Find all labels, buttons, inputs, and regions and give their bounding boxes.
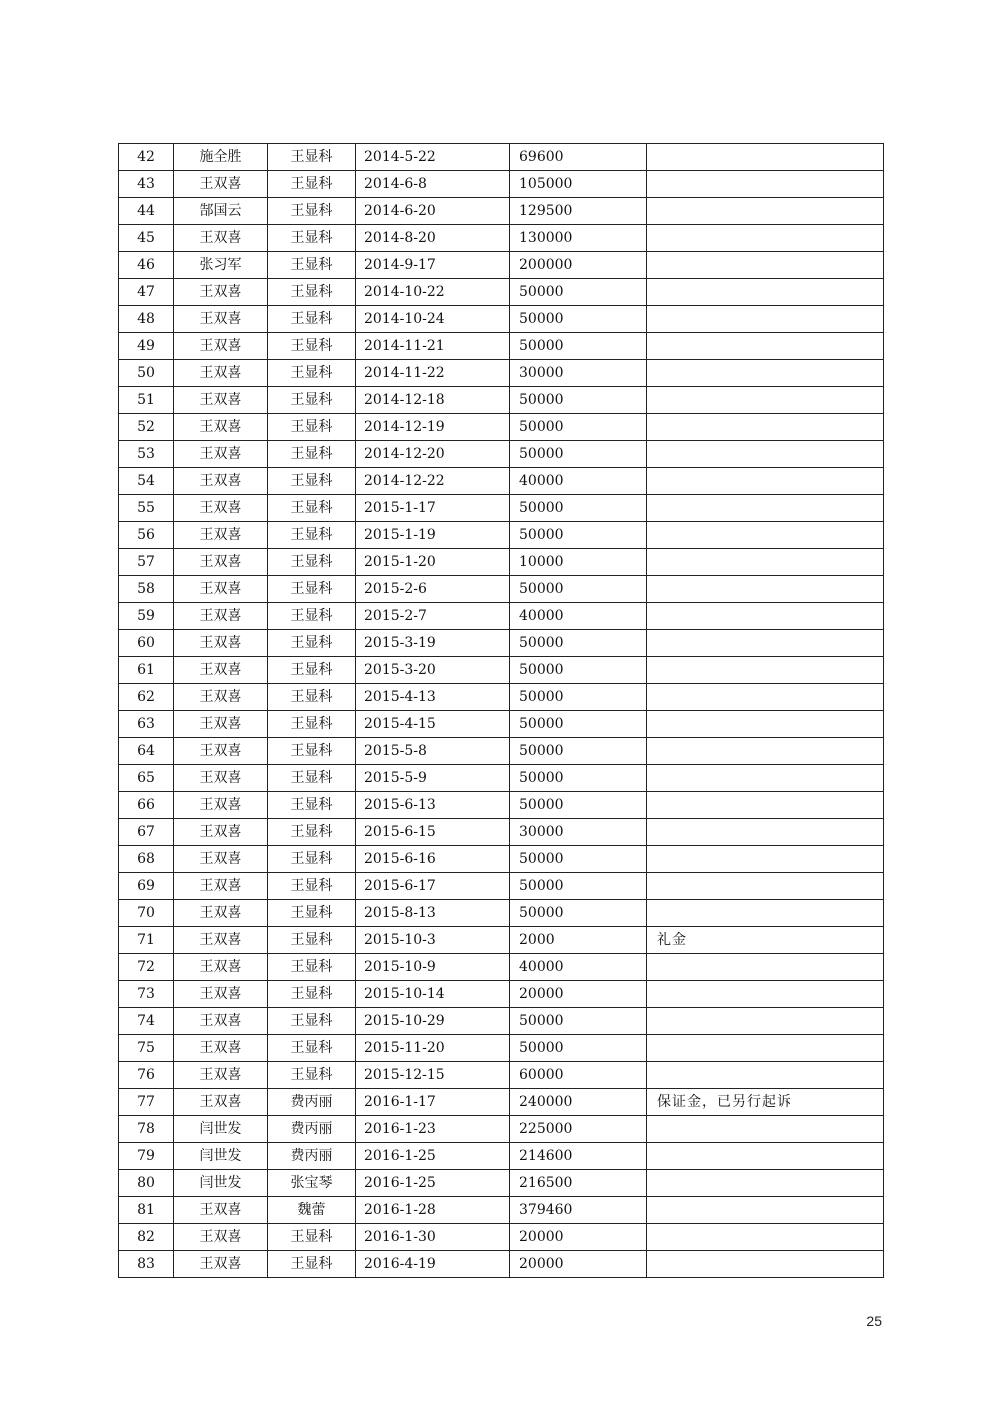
table-row [119, 981, 884, 1008]
note-cell: 保证金，已另行起诉 [647, 1089, 884, 1116]
table-row [119, 576, 884, 603]
payee-cell: 王显科 [268, 198, 356, 225]
payer-cell: 王双喜 [174, 1035, 268, 1062]
note-cell [647, 711, 884, 738]
row-number-cell: 42 [119, 144, 174, 171]
note-cell [647, 171, 884, 198]
date-cell: 2015-1-17 [356, 495, 510, 522]
row-number-cell: 51 [119, 387, 174, 414]
note-cell [647, 468, 884, 495]
payee-cell: 王显科 [268, 1035, 356, 1062]
table-row [119, 819, 884, 846]
table-row [119, 1035, 884, 1062]
payer-cell: 张习军 [174, 252, 268, 279]
note-cell [647, 198, 884, 225]
row-number-cell: 46 [119, 252, 174, 279]
payee-cell: 王显科 [268, 360, 356, 387]
table-row [119, 900, 884, 927]
amount-cell: 225000 [510, 1116, 647, 1143]
payer-cell: 王双喜 [174, 792, 268, 819]
row-number-cell: 64 [119, 738, 174, 765]
payee-cell: 费丙丽 [268, 1116, 356, 1143]
date-cell: 2015-2-6 [356, 576, 510, 603]
payer-cell: 郜国云 [174, 198, 268, 225]
payee-cell: 王显科 [268, 846, 356, 873]
row-number-cell: 77 [119, 1089, 174, 1116]
amount-cell: 50000 [510, 765, 647, 792]
amount-cell: 129500 [510, 198, 647, 225]
payer-cell: 王双喜 [174, 1224, 268, 1251]
note-cell [647, 981, 884, 1008]
payer-cell: 王双喜 [174, 900, 268, 927]
payer-cell: 王双喜 [174, 522, 268, 549]
date-cell: 2015-5-9 [356, 765, 510, 792]
amount-cell: 40000 [510, 603, 647, 630]
note-cell [647, 765, 884, 792]
payee-cell: 王显科 [268, 333, 356, 360]
payee-cell: 王显科 [268, 738, 356, 765]
payee-cell: 王显科 [268, 495, 356, 522]
payee-cell: 王显科 [268, 1062, 356, 1089]
payer-cell: 闫世发 [174, 1170, 268, 1197]
note-cell [647, 333, 884, 360]
payee-cell: 王显科 [268, 1224, 356, 1251]
date-cell: 2014-10-24 [356, 306, 510, 333]
date-cell: 2015-5-8 [356, 738, 510, 765]
payer-cell: 王双喜 [174, 468, 268, 495]
payee-cell: 王显科 [268, 468, 356, 495]
payer-cell: 王双喜 [174, 279, 268, 306]
payer-cell: 王双喜 [174, 684, 268, 711]
table-row [119, 1062, 884, 1089]
amount-cell: 20000 [510, 981, 647, 1008]
payer-cell: 王双喜 [174, 819, 268, 846]
note-cell [647, 1224, 884, 1251]
row-number-cell: 49 [119, 333, 174, 360]
date-cell: 2015-10-14 [356, 981, 510, 1008]
payee-cell: 王显科 [268, 927, 356, 954]
date-cell: 2014-12-20 [356, 441, 510, 468]
row-number-cell: 53 [119, 441, 174, 468]
row-number-cell: 74 [119, 1008, 174, 1035]
amount-cell: 20000 [510, 1224, 647, 1251]
payer-cell: 王双喜 [174, 1008, 268, 1035]
payer-cell: 王双喜 [174, 603, 268, 630]
note-cell [647, 657, 884, 684]
date-cell: 2015-1-19 [356, 522, 510, 549]
date-cell: 2015-2-7 [356, 603, 510, 630]
date-cell: 2016-1-28 [356, 1197, 510, 1224]
date-cell: 2015-3-19 [356, 630, 510, 657]
row-number-cell: 43 [119, 171, 174, 198]
amount-cell: 20000 [510, 1251, 647, 1278]
row-number-cell: 62 [119, 684, 174, 711]
payee-cell: 张宝琴 [268, 1170, 356, 1197]
note-cell: 礼金 [647, 927, 884, 954]
row-number-cell: 66 [119, 792, 174, 819]
note-cell [647, 387, 884, 414]
note-cell [647, 1197, 884, 1224]
table-row [119, 792, 884, 819]
row-number-cell: 75 [119, 1035, 174, 1062]
payer-cell: 王双喜 [174, 846, 268, 873]
table-row [119, 1008, 884, 1035]
payee-cell: 王显科 [268, 522, 356, 549]
note-cell [647, 1170, 884, 1197]
note-cell [647, 225, 884, 252]
payer-cell: 王双喜 [174, 333, 268, 360]
table-row [119, 441, 884, 468]
row-number-cell: 78 [119, 1116, 174, 1143]
date-cell: 2015-6-15 [356, 819, 510, 846]
payee-cell: 王显科 [268, 792, 356, 819]
table-row [119, 1197, 884, 1224]
row-number-cell: 65 [119, 765, 174, 792]
payee-cell: 王显科 [268, 414, 356, 441]
payer-cell: 王双喜 [174, 549, 268, 576]
payee-cell: 王显科 [268, 711, 356, 738]
note-cell [647, 1062, 884, 1089]
date-cell: 2015-10-3 [356, 927, 510, 954]
amount-cell: 50000 [510, 900, 647, 927]
amount-cell: 40000 [510, 954, 647, 981]
payer-cell: 王双喜 [174, 306, 268, 333]
row-number-cell: 44 [119, 198, 174, 225]
payee-cell: 王显科 [268, 981, 356, 1008]
note-cell [647, 873, 884, 900]
payer-cell: 王双喜 [174, 225, 268, 252]
note-cell [647, 954, 884, 981]
amount-cell: 50000 [510, 738, 647, 765]
amount-cell: 50000 [510, 441, 647, 468]
date-cell: 2015-4-13 [356, 684, 510, 711]
note-cell [647, 495, 884, 522]
row-number-cell: 69 [119, 873, 174, 900]
table-row [119, 522, 884, 549]
amount-cell: 105000 [510, 171, 647, 198]
table-row [119, 198, 884, 225]
table-row [119, 333, 884, 360]
payment-table-body [119, 144, 884, 1278]
amount-cell: 50000 [510, 414, 647, 441]
note-cell [647, 1251, 884, 1278]
payer-cell: 王双喜 [174, 171, 268, 198]
table-row [119, 387, 884, 414]
payee-cell: 王显科 [268, 549, 356, 576]
table-row [119, 1224, 884, 1251]
row-number-cell: 56 [119, 522, 174, 549]
amount-cell: 60000 [510, 1062, 647, 1089]
date-cell: 2016-1-23 [356, 1116, 510, 1143]
note-cell [647, 846, 884, 873]
row-number-cell: 57 [119, 549, 174, 576]
amount-cell: 50000 [510, 846, 647, 873]
row-number-cell: 72 [119, 954, 174, 981]
date-cell: 2014-10-22 [356, 279, 510, 306]
date-cell: 2016-1-25 [356, 1143, 510, 1170]
date-cell: 2014-12-18 [356, 387, 510, 414]
payer-cell: 王双喜 [174, 387, 268, 414]
note-cell [647, 306, 884, 333]
payer-cell: 王双喜 [174, 1062, 268, 1089]
payee-cell: 王显科 [268, 765, 356, 792]
row-number-cell: 67 [119, 819, 174, 846]
table-row [119, 603, 884, 630]
date-cell: 2014-9-17 [356, 252, 510, 279]
amount-cell: 50000 [510, 279, 647, 306]
row-number-cell: 48 [119, 306, 174, 333]
row-number-cell: 58 [119, 576, 174, 603]
date-cell: 2015-8-13 [356, 900, 510, 927]
payer-cell: 王双喜 [174, 954, 268, 981]
amount-cell: 50000 [510, 873, 647, 900]
amount-cell: 50000 [510, 306, 647, 333]
date-cell: 2015-4-15 [356, 711, 510, 738]
date-cell: 2015-12-15 [356, 1062, 510, 1089]
payee-cell: 王显科 [268, 225, 356, 252]
note-cell [647, 819, 884, 846]
note-cell [647, 630, 884, 657]
row-number-cell: 68 [119, 846, 174, 873]
note-cell [647, 1116, 884, 1143]
note-cell [647, 1008, 884, 1035]
payer-cell: 王双喜 [174, 360, 268, 387]
table-row [119, 144, 884, 171]
payer-cell: 王双喜 [174, 1251, 268, 1278]
amount-cell: 50000 [510, 657, 647, 684]
row-number-cell: 71 [119, 927, 174, 954]
amount-cell: 30000 [510, 819, 647, 846]
payee-cell: 王显科 [268, 1008, 356, 1035]
payee-cell: 王显科 [268, 252, 356, 279]
amount-cell: 69600 [510, 144, 647, 171]
date-cell: 2015-11-20 [356, 1035, 510, 1062]
payer-cell: 王双喜 [174, 873, 268, 900]
payee-cell: 王显科 [268, 279, 356, 306]
table-row [119, 765, 884, 792]
payer-cell: 王双喜 [174, 927, 268, 954]
amount-cell: 10000 [510, 549, 647, 576]
amount-cell: 50000 [510, 522, 647, 549]
table-row [119, 1143, 884, 1170]
payer-cell: 王双喜 [174, 1197, 268, 1224]
date-cell: 2015-6-17 [356, 873, 510, 900]
amount-cell: 50000 [510, 387, 647, 414]
table-row [119, 306, 884, 333]
amount-cell: 50000 [510, 711, 647, 738]
row-number-cell: 47 [119, 279, 174, 306]
payer-cell: 王双喜 [174, 495, 268, 522]
note-cell [647, 414, 884, 441]
date-cell: 2016-4-19 [356, 1251, 510, 1278]
date-cell: 2014-12-19 [356, 414, 510, 441]
amount-cell: 50000 [510, 684, 647, 711]
table-row [119, 252, 884, 279]
table-row [119, 927, 884, 954]
date-cell: 2014-11-21 [356, 333, 510, 360]
payer-cell: 王双喜 [174, 657, 268, 684]
table-row [119, 414, 884, 441]
date-cell: 2015-1-20 [356, 549, 510, 576]
payee-cell: 王显科 [268, 387, 356, 414]
amount-cell: 240000 [510, 1089, 647, 1116]
table-row [119, 657, 884, 684]
note-cell [647, 738, 884, 765]
date-cell: 2014-11-22 [356, 360, 510, 387]
table-row [119, 360, 884, 387]
note-cell [647, 252, 884, 279]
row-number-cell: 76 [119, 1062, 174, 1089]
note-cell [647, 441, 884, 468]
amount-cell: 200000 [510, 252, 647, 279]
row-number-cell: 55 [119, 495, 174, 522]
payee-cell: 王显科 [268, 603, 356, 630]
amount-cell: 50000 [510, 576, 647, 603]
row-number-cell: 70 [119, 900, 174, 927]
payer-cell: 王双喜 [174, 738, 268, 765]
payer-cell: 王双喜 [174, 630, 268, 657]
note-cell [647, 549, 884, 576]
date-cell: 2016-1-25 [356, 1170, 510, 1197]
table-row [119, 738, 884, 765]
payee-cell: 费丙丽 [268, 1143, 356, 1170]
date-cell: 2016-1-30 [356, 1224, 510, 1251]
row-number-cell: 61 [119, 657, 174, 684]
row-number-cell: 80 [119, 1170, 174, 1197]
payee-cell: 王显科 [268, 1251, 356, 1278]
payee-cell: 王显科 [268, 306, 356, 333]
payee-cell: 王显科 [268, 630, 356, 657]
date-cell: 2014-5-22 [356, 144, 510, 171]
amount-cell: 50000 [510, 1035, 647, 1062]
row-number-cell: 52 [119, 414, 174, 441]
amount-cell: 50000 [510, 333, 647, 360]
table-row [119, 1170, 884, 1197]
amount-cell: 2000 [510, 927, 647, 954]
date-cell: 2014-12-22 [356, 468, 510, 495]
amount-cell: 50000 [510, 630, 647, 657]
payer-cell: 王双喜 [174, 414, 268, 441]
payee-cell: 王显科 [268, 576, 356, 603]
table-row [119, 1116, 884, 1143]
payer-cell: 王双喜 [174, 765, 268, 792]
row-number-cell: 82 [119, 1224, 174, 1251]
date-cell: 2016-1-17 [356, 1089, 510, 1116]
date-cell: 2015-6-16 [356, 846, 510, 873]
date-cell: 2014-8-20 [356, 225, 510, 252]
date-cell: 2015-3-20 [356, 657, 510, 684]
amount-cell: 216500 [510, 1170, 647, 1197]
payer-cell: 闫世发 [174, 1143, 268, 1170]
note-cell [647, 522, 884, 549]
row-number-cell: 79 [119, 1143, 174, 1170]
row-number-cell: 54 [119, 468, 174, 495]
payee-cell: 王显科 [268, 684, 356, 711]
note-cell [647, 1035, 884, 1062]
payer-cell: 闫世发 [174, 1116, 268, 1143]
amount-cell: 379460 [510, 1197, 647, 1224]
payee-cell: 王显科 [268, 171, 356, 198]
payee-cell: 王显科 [268, 954, 356, 981]
date-cell: 2014-6-8 [356, 171, 510, 198]
note-cell [647, 1143, 884, 1170]
payee-cell: 王显科 [268, 657, 356, 684]
table-row [119, 846, 884, 873]
amount-cell: 50000 [510, 495, 647, 522]
amount-cell: 30000 [510, 360, 647, 387]
note-cell [647, 144, 884, 171]
date-cell: 2015-6-13 [356, 792, 510, 819]
note-cell [647, 900, 884, 927]
table-row [119, 171, 884, 198]
note-cell [647, 576, 884, 603]
row-number-cell: 73 [119, 981, 174, 1008]
payer-cell: 施全胜 [174, 144, 268, 171]
table-row [119, 1089, 884, 1116]
amount-cell: 50000 [510, 792, 647, 819]
table-row [119, 954, 884, 981]
amount-cell: 50000 [510, 1008, 647, 1035]
payer-cell: 王双喜 [174, 1089, 268, 1116]
date-cell: 2014-6-20 [356, 198, 510, 225]
date-cell: 2015-10-9 [356, 954, 510, 981]
table-row [119, 630, 884, 657]
payee-cell: 王显科 [268, 144, 356, 171]
note-cell [647, 279, 884, 306]
payee-cell: 王显科 [268, 900, 356, 927]
table-row [119, 279, 884, 306]
table-row [119, 549, 884, 576]
table-row [119, 711, 884, 738]
table-row [119, 1251, 884, 1278]
payee-cell: 费丙丽 [268, 1089, 356, 1116]
amount-cell: 130000 [510, 225, 647, 252]
note-cell [647, 603, 884, 630]
payer-cell: 王双喜 [174, 441, 268, 468]
payee-cell: 王显科 [268, 819, 356, 846]
payee-cell: 王显科 [268, 441, 356, 468]
payment-table [118, 143, 884, 1278]
payer-cell: 王双喜 [174, 981, 268, 1008]
note-cell [647, 792, 884, 819]
table-row [119, 873, 884, 900]
amount-cell: 40000 [510, 468, 647, 495]
payee-cell: 魏蕾 [268, 1197, 356, 1224]
row-number-cell: 60 [119, 630, 174, 657]
row-number-cell: 63 [119, 711, 174, 738]
table-row [119, 225, 884, 252]
amount-cell: 214600 [510, 1143, 647, 1170]
date-cell: 2015-10-29 [356, 1008, 510, 1035]
row-number-cell: 50 [119, 360, 174, 387]
note-cell [647, 360, 884, 387]
table-row [119, 468, 884, 495]
row-number-cell: 45 [119, 225, 174, 252]
table-row [119, 495, 884, 522]
payee-cell: 王显科 [268, 873, 356, 900]
note-cell [647, 684, 884, 711]
row-number-cell: 81 [119, 1197, 174, 1224]
payer-cell: 王双喜 [174, 711, 268, 738]
payer-cell: 王双喜 [174, 576, 268, 603]
row-number-cell: 59 [119, 603, 174, 630]
page-number: 25 [866, 1313, 882, 1329]
row-number-cell: 83 [119, 1251, 174, 1278]
table-row [119, 684, 884, 711]
